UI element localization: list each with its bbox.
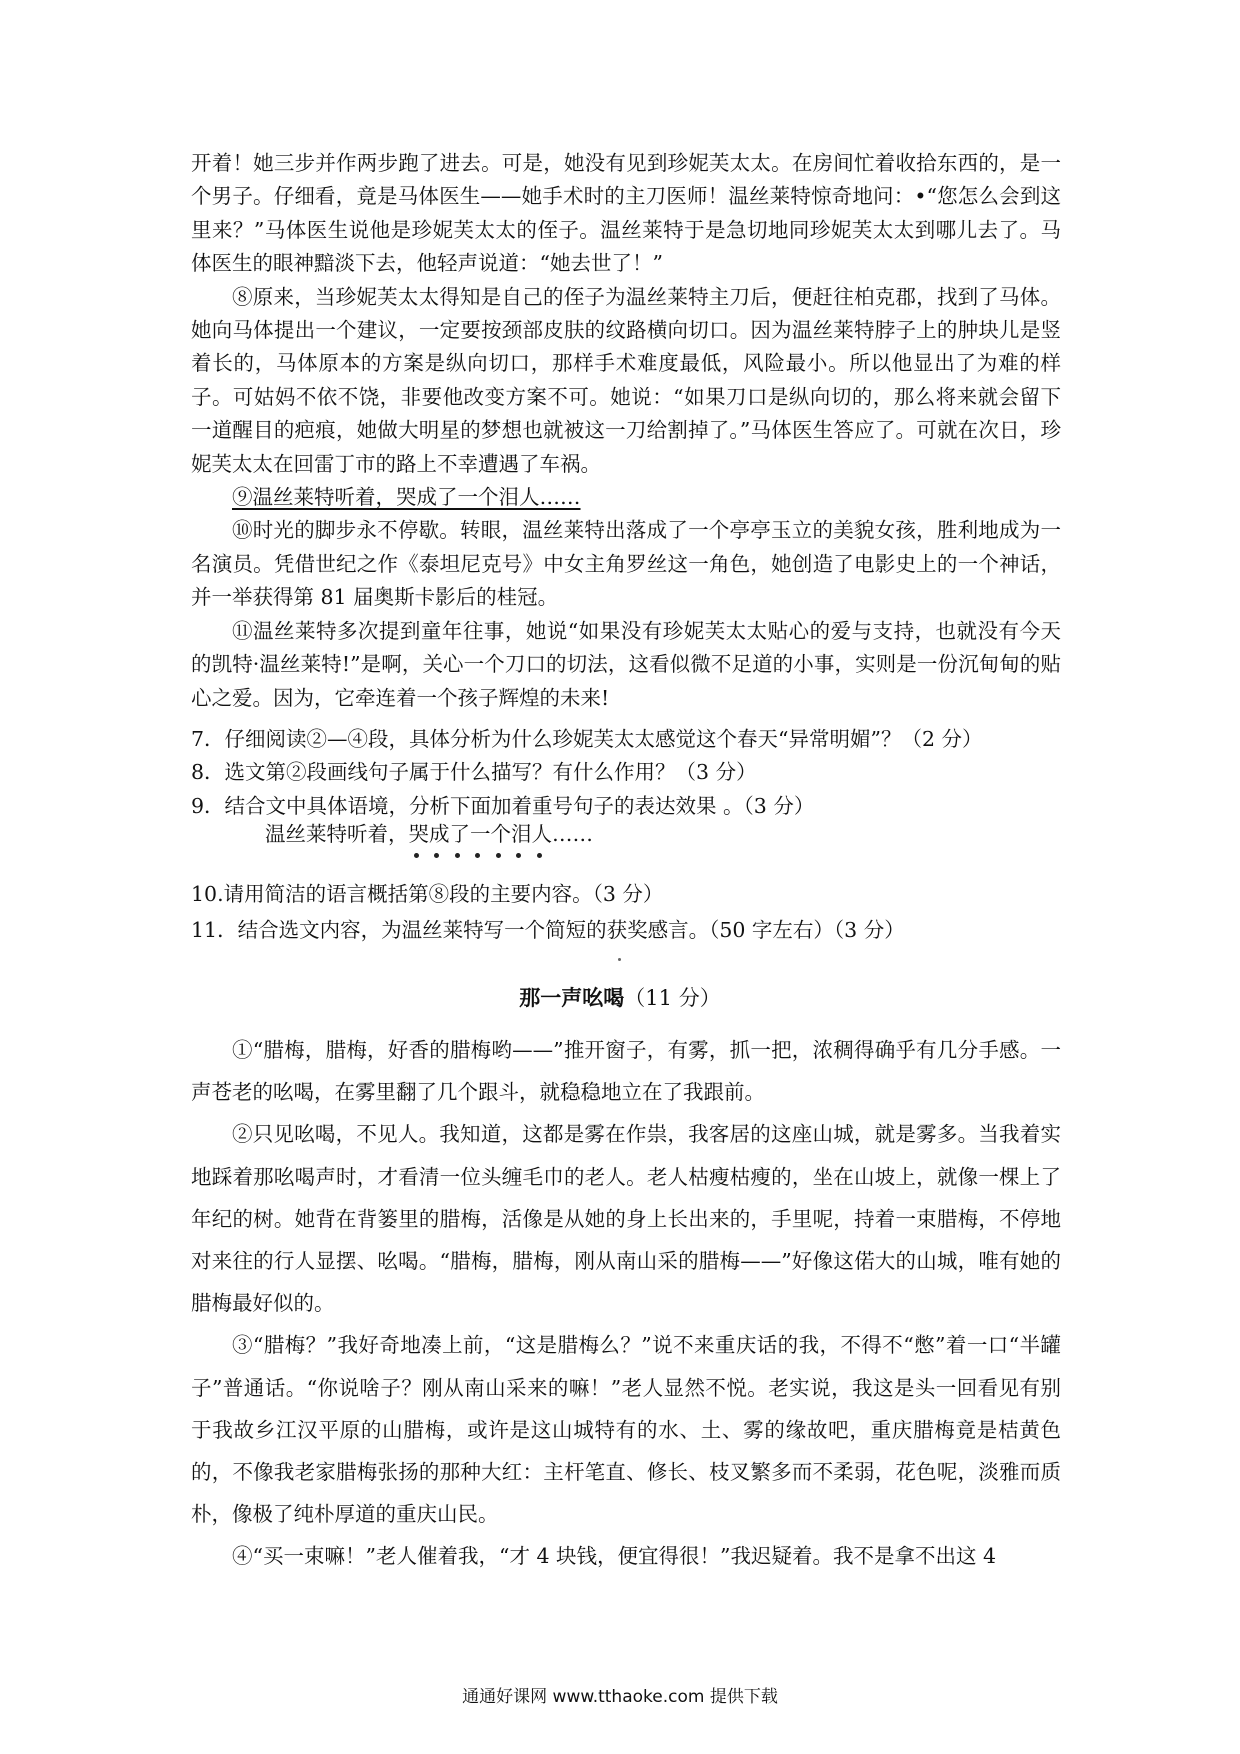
- passage-title-text: 那一声吆喝: [519, 985, 625, 1010]
- paragraph-11: ⑪温丝莱特多次提到童年往事，她说“如果没有珍妮芙太太贴心的爱与支持，也就没有今天的凯特·温丝莱特!”是啊，关心一个刀口的切法，这看似微不足道的小事，实则是一份沉甸甸的贴心之爱。因为，它牵连着一个孩子辉煌的未来!: [191, 618, 1061, 710]
- second-passage: [191, 1029, 1061, 1578]
- emphasis-dot: [434, 853, 439, 858]
- emphasis-dot: [455, 853, 460, 858]
- page-footer: 通通好课网 www.tthaoke.com 提供下载: [462, 1687, 778, 1707]
- question-list: [191, 723, 1071, 823]
- scan-speck: [618, 958, 621, 961]
- passage-paragraph-3: ③“腊梅？”我好奇地凑上前，“这是腊梅么？”说不来重庆话的我，不得不“憋”着一口“半罐子”普通话。“你说啥子？刚从南山采来的嘛！”老人显然不悦。老实说，我这是头一回看见有别于我故乡江汉平原的山腊梅，或许是这山城特有的水、土、雾的缘故吧，重庆腊梅竟是桔黄色的，不像我老家腊梅张扬的那种大红：主杆笔直、修长、枝叉繁多而不柔弱，花色呢，淡雅而质朴，像极了纯朴厚道的重庆山民。: [191, 1333, 1061, 1527]
- paragraph-10: ⑩时光的脚步永不停歇。转眼，温丝莱特出落成了一个亭亭玉立的美貌女孩，胜利地成为一名演员。凭借世纪之作《泰坦尼克号》中女主角罗丝这一角色，她创造了电影史上的一个神话，并一举获得第 81 届奥斯卡影后的桂冠。: [191, 518, 1061, 610]
- question-11: 11．结合选文内容，为温丝莱特写一个简短的获奖感言。（50 字左右）（3 分）: [191, 918, 905, 942]
- passage-paragraph-1: ①“腊梅，腊梅，好香的腊梅哟——”推开窗子，有雾，抓一把，浓稠得确乎有几分手感。一声苍老的吆喝，在雾里翻了几个跟斗，就稳稳地立在了我跟前。: [191, 1038, 1061, 1105]
- top-passage: [191, 147, 1061, 715]
- paragraph-8: ⑧原来，当珍妮芙太太得知是自己的侄子为温丝莱特主刀后，便赶往柏克郡，找到了马体。她向马体提出一个建议，一定要按颈部皮肤的纹路横向切口。因为温丝莱特脖子上的肿块儿是竖着长的，马体原本的方案是纵向切口，那样手术难度最低，风险最小。所以他显出了为难的样子。可姑妈不依不饶，非要他改变方案不可。她说：“如果刀口是纵向切的，那么将来就会留下一道醒目的疤痕，她做大明星的梦想也就被这一刀给割掉了。”马体医生答应了。可就在次日，珍妮芙太太在回雷丁市的路上不幸遭遇了车祸。: [191, 284, 1061, 476]
- passage-paragraph-4: ④“买一束嘛！”老人催着我，“才 4 块钱，便宜得很！”我迟疑着。我不是拿不出这 4: [232, 1544, 997, 1569]
- question-list-continued: [191, 876, 1071, 948]
- question-9-quoted-sentence: 温丝莱特听着，哭成了一个泪人……: [265, 822, 593, 846]
- emphasis-dot: [475, 853, 480, 858]
- paragraph-7-continued: 开着！她三步并作两步跑了进去。可是，她没有见到珍妮芙太太。在房间忙着收拾东西的，是一个男子。仔细看，竟是马体医生——她手术时的主刀医师！温丝莱特惊奇地问：•“您怎么会到这里来？”马体医生说他是珍妮芙太太的侄子。温丝莱特于是急切地同珍妮芙太太到哪儿去了。马体医生的眼神黯淡下去，他轻声说道：“她去世了！”: [191, 151, 1061, 276]
- emphasis-dot: [516, 853, 521, 858]
- underlined-sentence: ⑨温丝莱特听着，哭成了一个泪人……: [232, 485, 581, 510]
- question-7: 7．仔细阅读②—④段，具体分析为什么珍妮芙太太感觉这个春天“异常明媚”？（2 分）: [191, 727, 983, 751]
- passage-score: （11 分）: [624, 986, 721, 1010]
- question-8: 8．选文第②段画线句子属于什么描写？有什么作用？（3 分）: [191, 760, 757, 785]
- emphasis-dot: [414, 853, 419, 858]
- paragraph-9: [191, 481, 1061, 514]
- question-10: 10.请用简洁的语言概括第⑧段的主要内容。（3 分）: [191, 882, 664, 906]
- passage-paragraph-2: ②只见吆喝，不见人。我知道，这都是雾在作祟，我客居的这座山城，就是雾多。当我着实地踩着那吆喝声时，才看清一位头缠毛巾的老人。老人枯瘦枯瘦的，坐在山坡上，就像一棵上了年纪的树。她背在背篓里的腊梅，活像是从她的身上长出来的，手里呢，持着一束腊梅，不停地对来往的行人显摆、吆喝。“腊梅，腊梅，刚从南山采的腊梅——”好像这偌大的山城，唯有她的腊梅最好似的。: [191, 1122, 1061, 1316]
- emphasis-dot: [537, 853, 542, 858]
- emphasis-dot: [496, 853, 501, 858]
- question-9: 9．结合文中具体语境，分析下面加着重号句子的表达效果 。（3 分）: [191, 793, 815, 818]
- passage-title: [0, 982, 1240, 1012]
